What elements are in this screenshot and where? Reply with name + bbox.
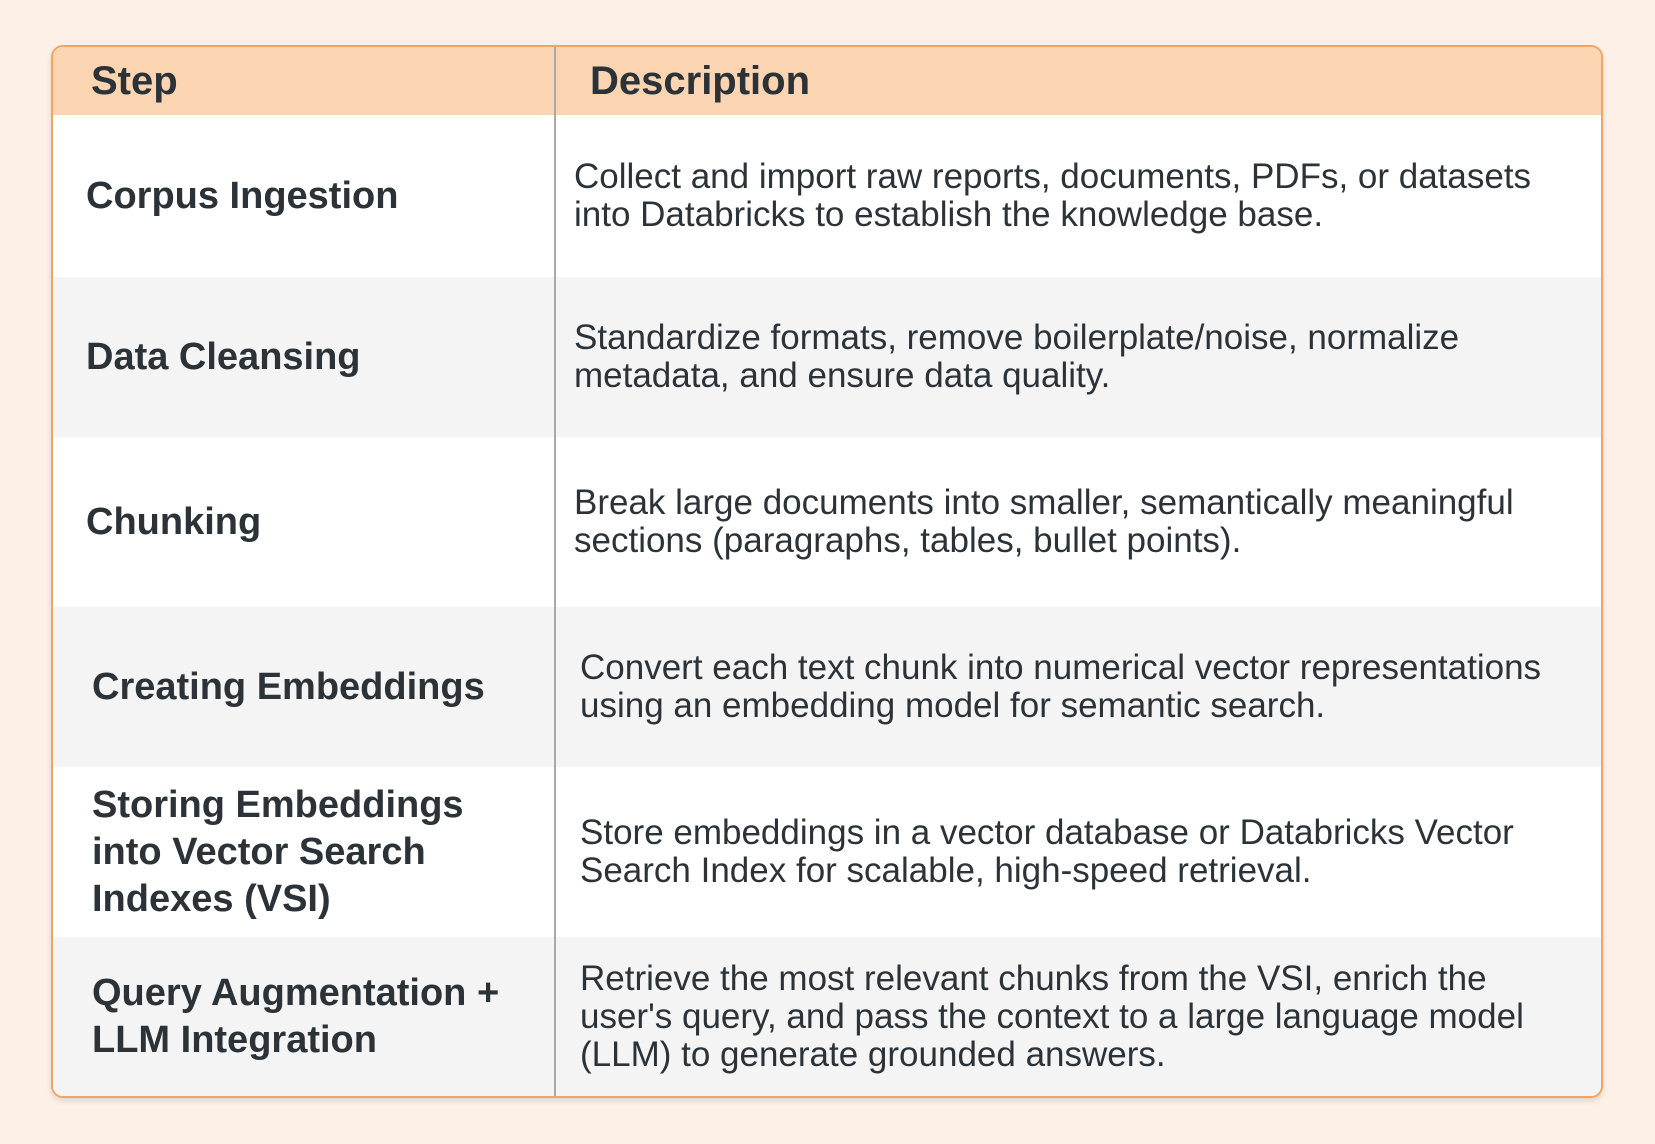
table-row	[53, 767, 1601, 937]
step-cell: Data Cleansing	[53, 277, 555, 437]
steps-table-card	[51, 45, 1603, 1098]
table-row	[53, 277, 1601, 437]
step-cell: Creating Embeddings	[53, 607, 555, 767]
table-row	[53, 607, 1601, 767]
column-header-step: Step	[53, 47, 555, 115]
step-cell: Chunking	[53, 437, 555, 607]
description-cell: Standardize formats, remove boilerplate/noise, normalize metadata, and ensure data quality.	[555, 277, 1601, 437]
description-cell: Store embeddings in a vector database or Databricks Vector Search Index for scalable, high-speed retrieval.	[580, 813, 1514, 890]
description-cell: Break large documents into smaller, semantically meaningful sections (paragraphs, tables, bullet points).	[574, 483, 1514, 560]
column-header-description: Description	[555, 47, 1601, 115]
description-cell: Retrieve the most relevant chunks from the VSI, enrich the user's query, and pass the context to a large language model (LLM) to generate grounded answers.	[555, 937, 1601, 1096]
description-cell: Convert each text chunk into numerical vector representations using an embedding model for semantic search.	[555, 607, 1601, 767]
step-cell: Query Augmentation + LLM Integration	[53, 937, 555, 1096]
table-row	[53, 937, 1601, 1096]
table-row	[53, 115, 1601, 277]
table-header-row	[53, 47, 1601, 115]
step-cell: Storing Embeddings into Vector Search Indexes (VSI)	[53, 767, 555, 937]
steps-table	[53, 47, 1601, 1096]
description-cell: Collect and import raw reports, documents, PDFs, or datasets into Databricks to establish the knowledge base.	[574, 157, 1532, 234]
step-cell: Corpus Ingestion	[53, 115, 555, 277]
table-row	[53, 437, 1601, 607]
